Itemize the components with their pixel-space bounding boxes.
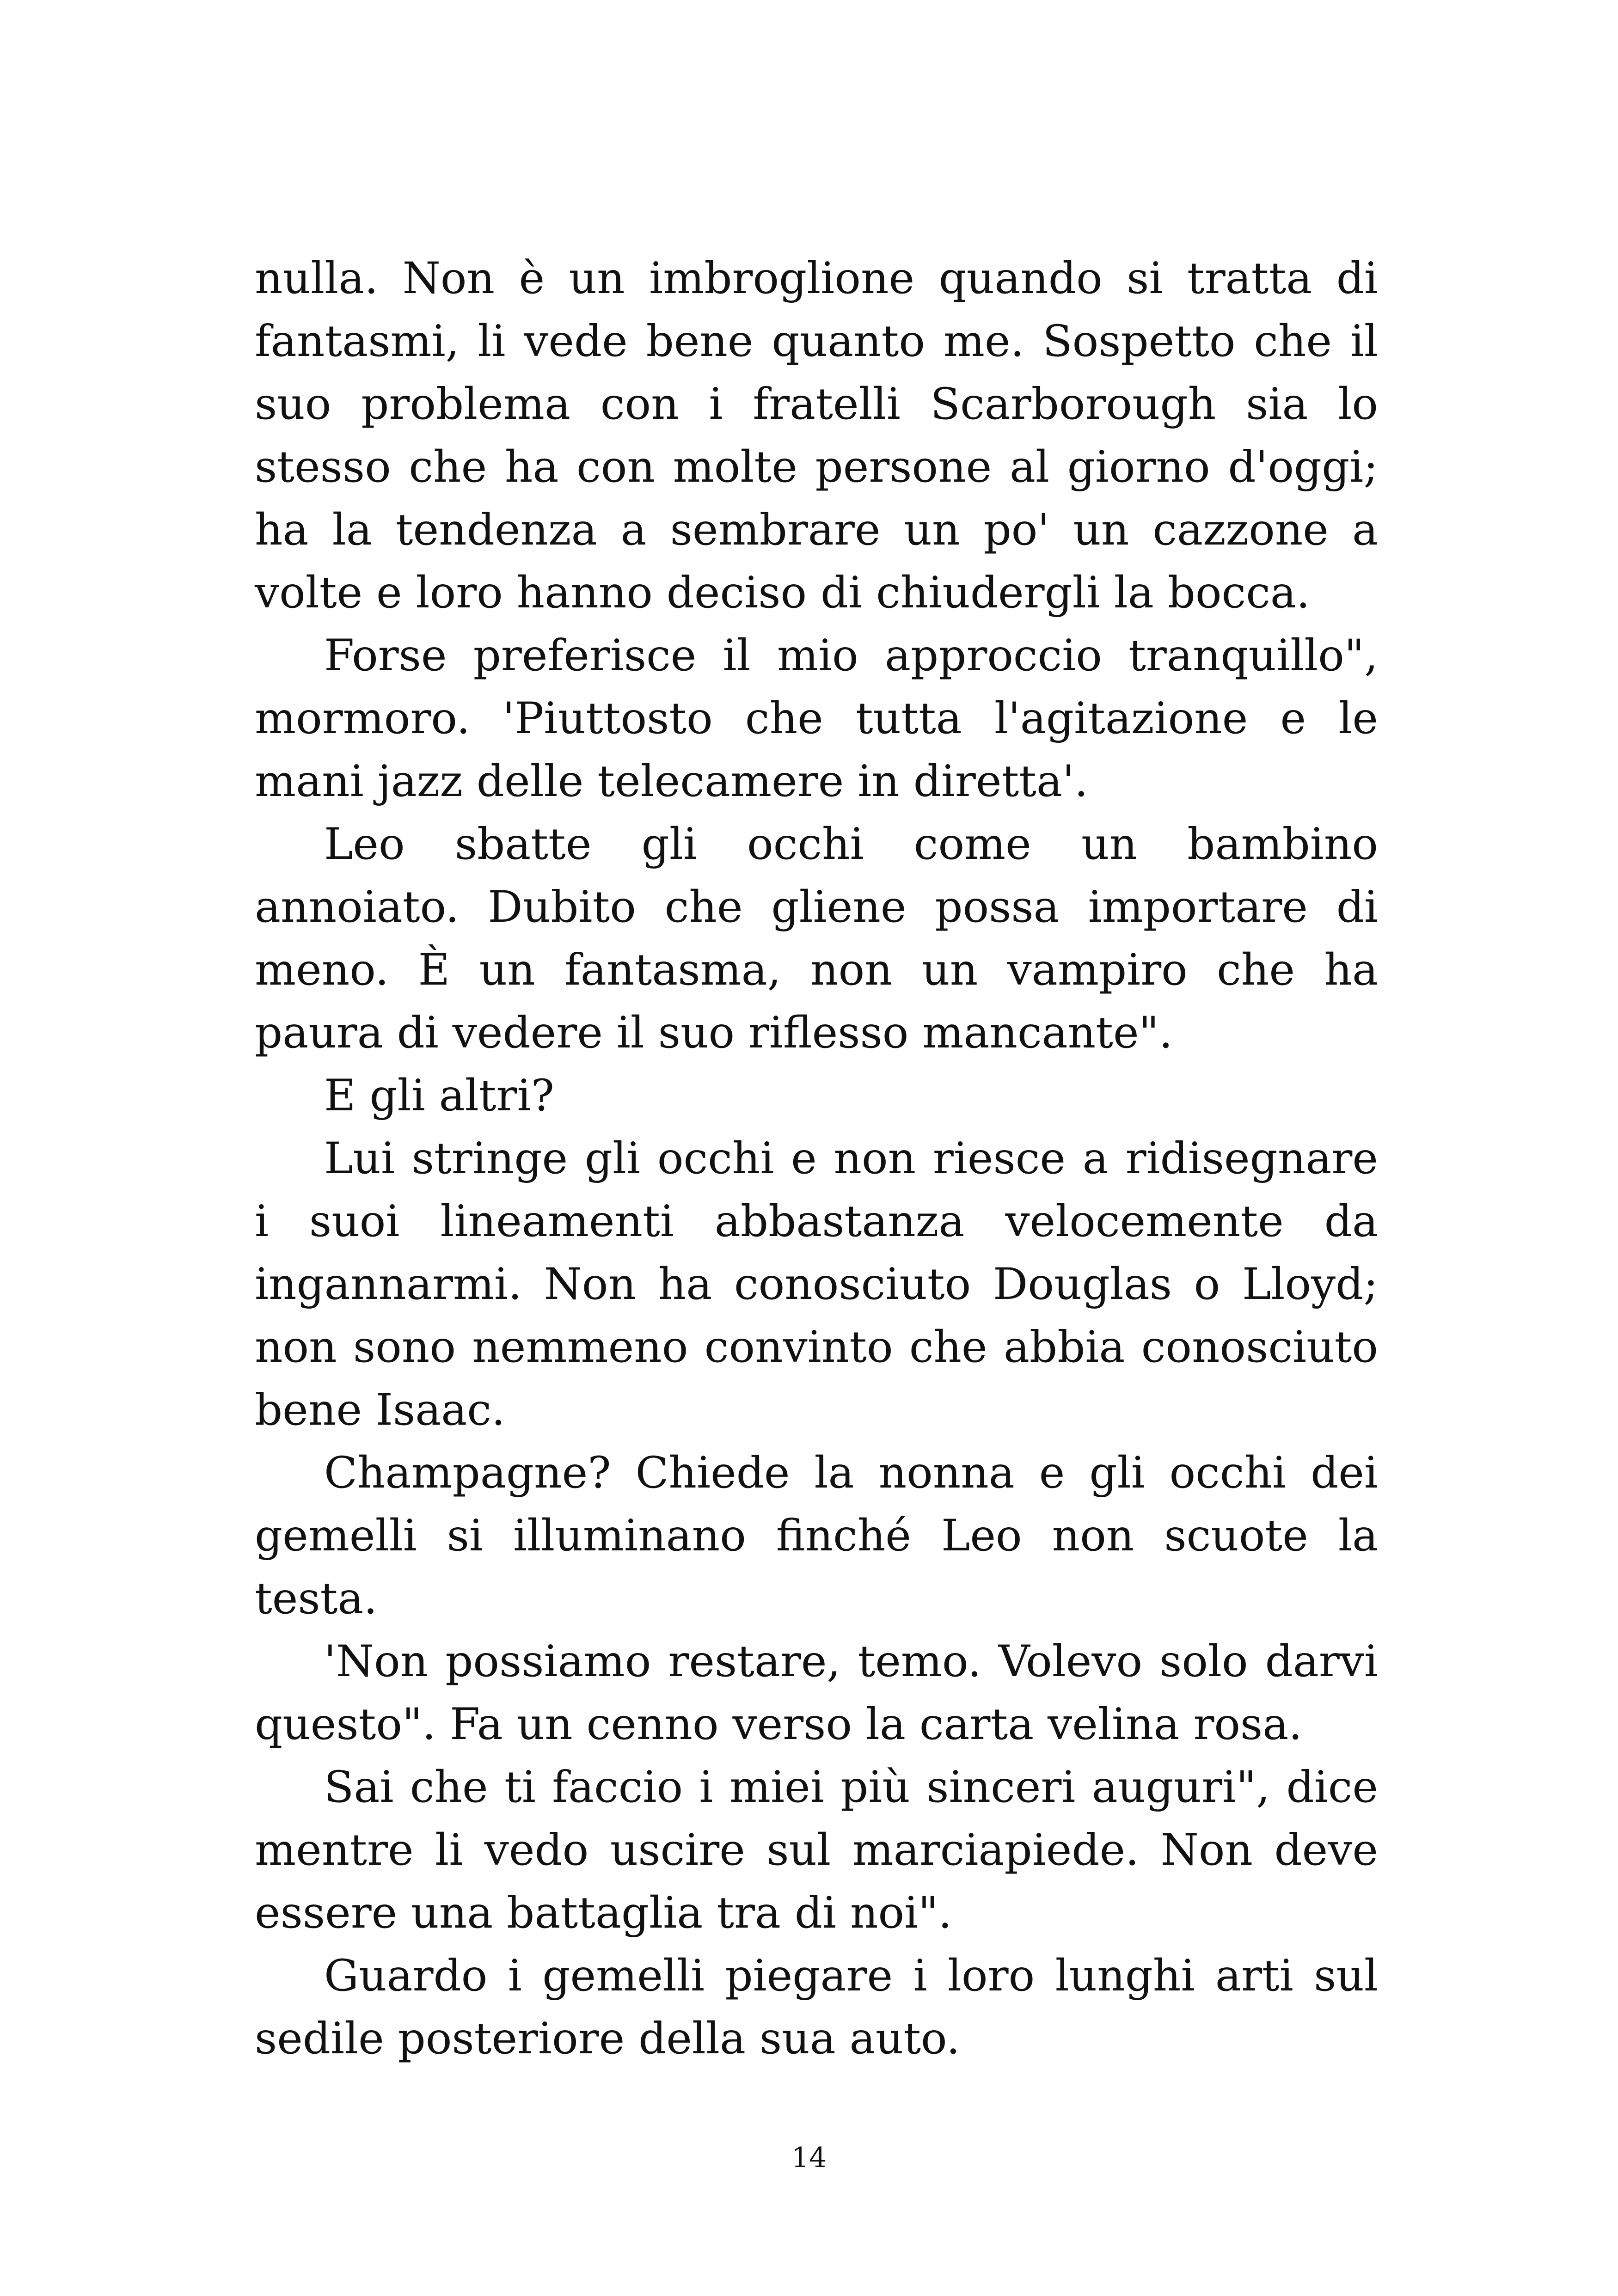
paragraph: Leo sbatte gli occhi come un bambino annoiato. Dubito che gliene possa importare di meno. È un fantasma, non un vampiro che ha paura di vedere il suo riflesso mancante". xyxy=(255,819,1378,1058)
paragraph: Champagne? Chiede la nonna e gli occhi dei gemelli si illuminano finché Leo non scuote la testa. xyxy=(255,1448,1378,1624)
page-number: 14 xyxy=(791,2142,827,2174)
body-text xyxy=(255,247,1378,2070)
paragraph: Forse preferisce il mio approccio tranquillo", mormoro. 'Piuttosto che tutta l'agitazione e le mani jazz delle telecamere in diretta'. xyxy=(255,631,1378,807)
paragraph: E gli altri? xyxy=(324,1071,554,1121)
paragraph: Sai che ti faccio i miei più sinceri auguri", dice mentre li vedo uscire sul marciapiede. Non deve essere una battaglia tra di noi". xyxy=(255,1762,1378,1938)
paragraph: nulla. Non è un imbroglione quando si tratta di fantasmi, li vede bene quanto me. Sospetto che il suo problema con i fratelli Scarborough sia lo stesso che ha con molte persone al giorno d'oggi; ha la tendenza a sembrare un po' un cazzone a volte e loro hanno deciso di chiudergli la bocca. xyxy=(255,253,1378,618)
paragraph: 'Non possiamo restare, temo. Volevo solo darvi questo". Fa un cenno verso la carta velina rosa. xyxy=(255,1636,1378,1750)
paragraph: Guardo i gemelli piegare i loro lunghi arti sul sedile posteriore della sua auto. xyxy=(255,1951,1378,2064)
paragraph: Lui stringe gli occhi e non riesce a ridisegnare i suoi lineamenti abbastanza velocemente da ingannarmi. Non ha conosciuto Douglas o Lloyd; non sono nemmeno convinto che abbia conosciuto bene Isaac. xyxy=(255,1133,1378,1435)
